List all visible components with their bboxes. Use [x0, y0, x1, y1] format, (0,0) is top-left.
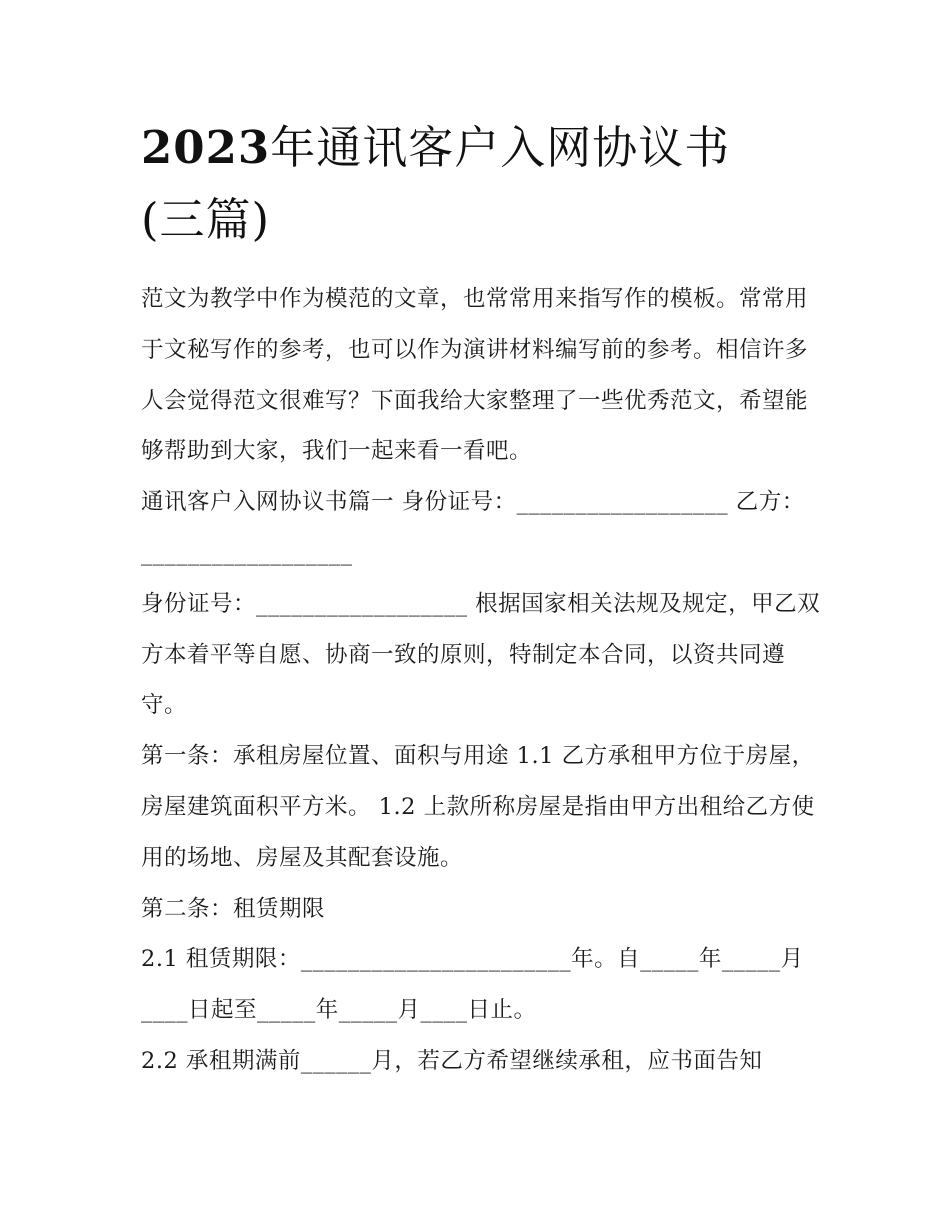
clause-2-1-paragraph: 2.1 租赁期限：_______________________年。自_____年_____月____日起至_____年_____月____日止。: [141, 946, 804, 1024]
clause-2-2-paragraph: 2.2 承租期满前______月，若乙方希望继续承租，应书面告知: [141, 1047, 763, 1074]
party-b-paragraph: 通讯客户入网协议书篇一 身份证号：__________________ 乙方：__________________: [141, 489, 805, 566]
article-one-paragraph: 第一条：承租房屋位置、面积与用途 1.1 乙方承租甲方位于房屋，房屋建筑面积平方米。 1.2 上款所称房屋是指由甲方出租给乙方使用的场地、房屋及其配套设施。: [141, 743, 815, 871]
document-title: [141, 112, 821, 256]
title-main: 年通讯客户入网协议书: [270, 121, 731, 174]
article-two-heading: 第二条：租赁期限: [141, 895, 326, 922]
document-body: [141, 274, 821, 1087]
preamble-paragraph: 身份证号：__________________ 根据国家相关法规及规定，甲乙双方本着平等自愿、协商一致的原则，特制定本合同，以资共同遵守。: [141, 590, 821, 719]
title-subtitle: (三篇): [141, 193, 271, 246]
intro-paragraph: 范文为教学中作为模范的文章，也常常用来指写作的模板。常常用于文秘写作的参考，也可以作为演讲材料编写前的参考。相信许多人会觉得范文很难写？下面我给大家整理了一些优秀范文，希望能够帮助到大家，我们一起来看一看吧。: [141, 286, 809, 465]
title-year: 2023: [141, 121, 271, 174]
document-page: [141, 112, 821, 1087]
